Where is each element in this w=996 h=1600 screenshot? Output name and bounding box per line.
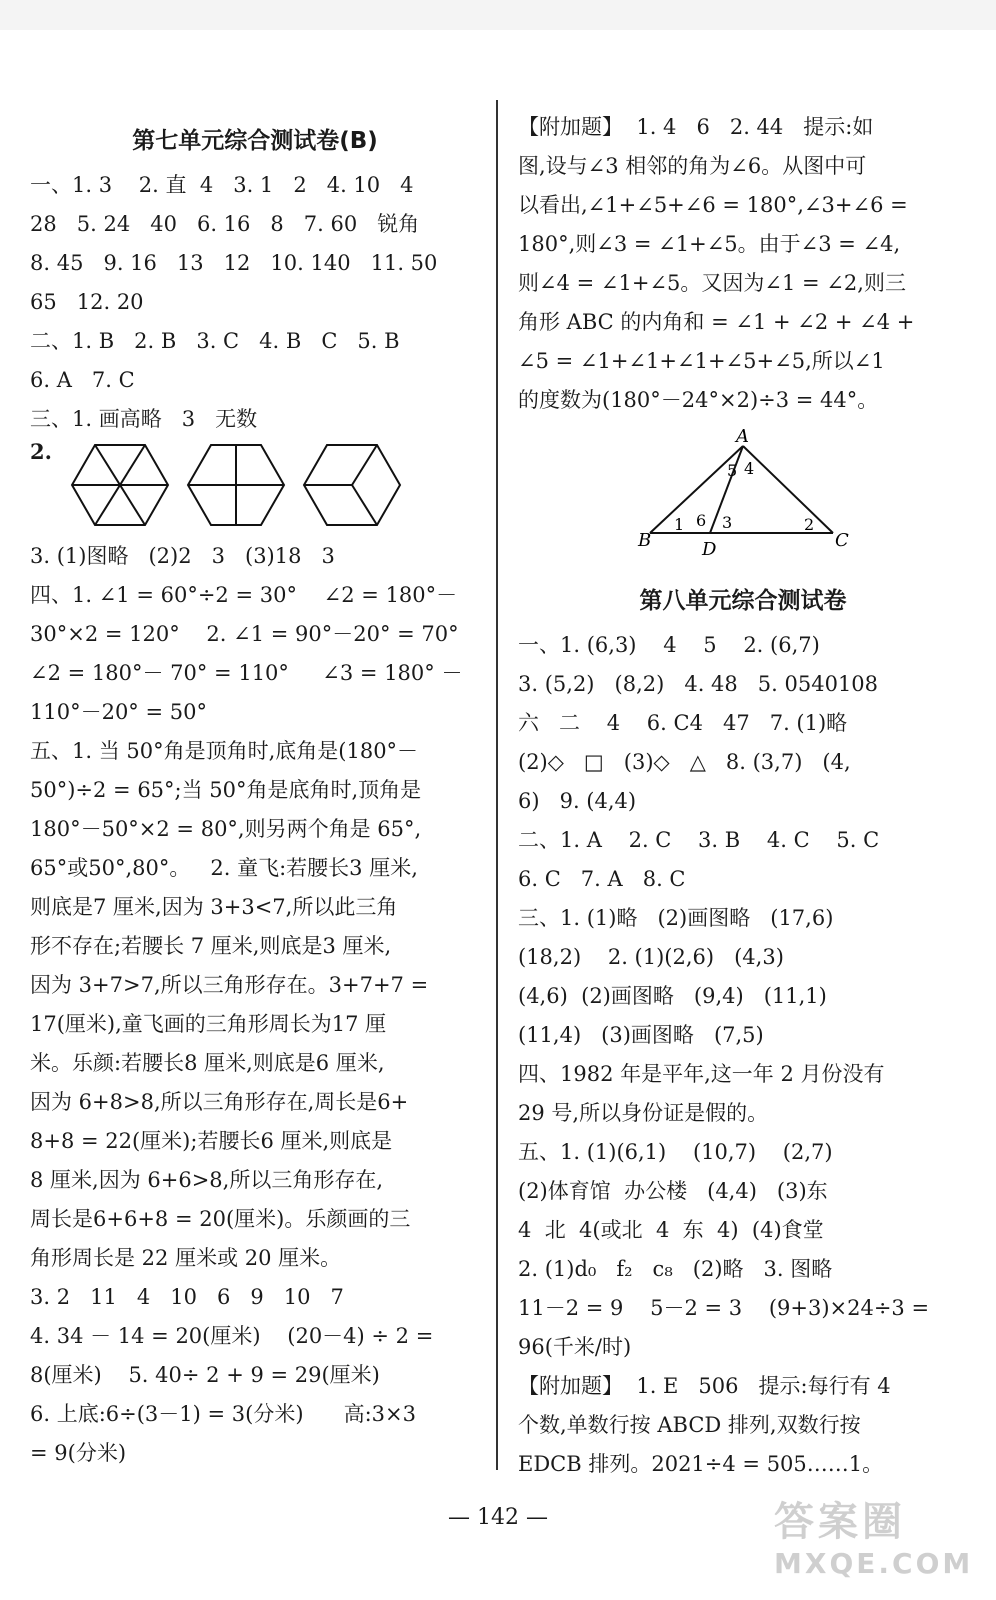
answer-line: 形不存在;若腰长 7 厘米,则底是3 厘米, bbox=[30, 934, 392, 958]
answer-line: 一、1. 3 2. 直 4 3. 1 2 4. 10 4 bbox=[30, 173, 414, 197]
answer-line: 3. (5,2) (8,2) 4. 48 5. 0540108 bbox=[518, 672, 879, 696]
answer-line: 180°,则∠3 = ∠1+∠5。由于∠3 = ∠4, bbox=[518, 232, 901, 256]
answer-line: 图,设与∠3 相邻的角为∠6。从图中可 bbox=[518, 154, 867, 178]
answer-line: 2. (1)d₀ f₂ c₈ (2)略 3. 图略 bbox=[518, 1257, 833, 1281]
bonus-question-answers bbox=[518, 108, 968, 420]
hexagon-figures bbox=[30, 439, 480, 537]
answer-line: (2)体育馆 办公楼 (4,4) (3)东 bbox=[518, 1179, 828, 1203]
answer-line: 因为 3+7>7,所以三角形存在。3+7+7 = bbox=[30, 973, 429, 997]
answer-line: (11,4) (3)画图略 (7,5) bbox=[518, 1023, 764, 1047]
answer-line: 三、1. (1)略 (2)画图略 (17,6) bbox=[518, 906, 834, 930]
answer-line: (4,6) (2)画图略 (9,4) (11,1) bbox=[518, 984, 827, 1008]
answer-line: (18,2) 2. (1)(2,6) (4,3) bbox=[518, 945, 784, 969]
answer-line: 角形 ABC 的内角和 = ∠1 + ∠2 + ∠4 + bbox=[518, 310, 915, 334]
hexagon-six-triangles bbox=[72, 445, 168, 525]
answer-line: 角形周长是 22 厘米或 20 厘米。 bbox=[30, 1246, 342, 1270]
answer-line: (2)◇ □ (3)◇ △ 8. (3,7) (4, bbox=[518, 750, 851, 774]
answer-line: 周长是6+6+8 = 20(厘米)。乐颜画的三 bbox=[30, 1207, 411, 1231]
triangle-abc-diagram bbox=[628, 428, 858, 558]
unit7-answers-part1 bbox=[30, 166, 480, 439]
label-a: A bbox=[736, 428, 749, 447]
angle-6: 6 bbox=[696, 511, 707, 530]
unit8-answers bbox=[518, 626, 968, 1484]
answer-line: 个数,单数行按 ABCD 排列,双数行按 bbox=[518, 1413, 861, 1437]
left-column bbox=[30, 100, 480, 1473]
answer-line: 28 5. 24 40 6. 16 8 7. 60 锐角 bbox=[30, 212, 420, 236]
answer-line: 6. C 7. A 8. C bbox=[518, 867, 686, 891]
answer-line: 以看出,∠1+∠5+∠6 = 180°,∠3+∠6 = bbox=[518, 193, 908, 217]
answer-line: 六 二 4 6. C4 47 7. (1)略 bbox=[518, 711, 848, 735]
answer-line: 3. 2 11 4 10 6 9 10 7 bbox=[30, 1285, 344, 1309]
answer-line: 17(厘米),童飞画的三角形周长为17 厘 bbox=[30, 1012, 387, 1036]
answer-line: 6) 9. (4,4) bbox=[518, 789, 637, 813]
angle-4: 4 bbox=[744, 459, 755, 478]
label-d: D bbox=[702, 539, 717, 558]
answer-line: 五、1. (1)(6,1) (10,7) (2,7) bbox=[518, 1140, 833, 1164]
hexagon-three-rhombi bbox=[304, 445, 400, 525]
angle-2: 2 bbox=[804, 515, 815, 534]
watermark-url: MXQE.COM bbox=[774, 1547, 974, 1580]
answer-line: 二、1. B 2. B 3. C 4. B C 5. B bbox=[30, 329, 400, 353]
answer-line: 【附加题】 1. E 506 提示:每行有 4 bbox=[518, 1374, 891, 1398]
answer-line: 6. 上底:6÷(3－1) = 3(分米) 高:3×3 bbox=[30, 1402, 416, 1426]
answer-line: 29 号,所以身份证是假的。 bbox=[518, 1101, 769, 1125]
answer-line: 30°×2 = 120° 2. ∠1 = 90°－20° = 70° bbox=[30, 622, 459, 646]
answer-line: 8+8 = 22(厘米);若腰长6 厘米,则底是 bbox=[30, 1129, 393, 1153]
answer-line: 米。乐颜:若腰长8 厘米,则底是6 厘米, bbox=[30, 1051, 385, 1075]
angle-1: 1 bbox=[674, 515, 685, 534]
hexagon-drawings bbox=[60, 439, 420, 531]
answer-line: 五、1. 当 50°角是顶角时,底角是(180°－ bbox=[30, 739, 419, 763]
column-divider bbox=[496, 100, 498, 1470]
answer-line: 180°－50°×2 = 80°,则另两个角是 65°, bbox=[30, 817, 422, 841]
answer-line: 96(千米/时) bbox=[518, 1335, 632, 1359]
answer-line: 8. 45 9. 16 13 12 10. 140 11. 50 bbox=[30, 251, 438, 275]
answer-line: 110°－20° = 50° bbox=[30, 700, 207, 724]
answer-line: 65 12. 20 bbox=[30, 290, 144, 314]
answer-line: 6. A 7. C bbox=[30, 368, 135, 392]
answer-line: 3. (1)图略 (2)2 3 (3)18 3 bbox=[30, 544, 335, 568]
watermark-logo-text: 答案圈 bbox=[774, 1499, 906, 1545]
label-c: C bbox=[835, 530, 849, 551]
answer-line: 4 北 4(或北 4 东 4) (4)食堂 bbox=[518, 1218, 824, 1242]
answer-line: 8(厘米) 5. 40÷ 2 + 9 = 29(厘米) bbox=[30, 1363, 380, 1387]
unit7-title: 第七单元综合测试卷(B) bbox=[132, 128, 378, 154]
site-watermark bbox=[774, 1490, 974, 1580]
answer-line: 的度数为(180°－24°×2)÷3 = 44°。 bbox=[518, 388, 879, 412]
answer-line: 11－2 = 9 5－2 = 3 (9+3)×24÷3 = bbox=[518, 1296, 930, 1320]
answer-line: 四、1982 年是平年,这一年 2 月份没有 bbox=[518, 1062, 885, 1086]
answer-line: 【附加题】 1. 4 6 2. 44 提示:如 bbox=[518, 115, 874, 139]
right-column bbox=[518, 100, 968, 1484]
answer-line: 则底是7 厘米,因为 3+3<7,所以此三角 bbox=[30, 895, 398, 919]
answer-line: 50°)÷2 = 65°;当 50°角是底角时,顶角是 bbox=[30, 778, 422, 802]
answer-line: 则∠4 = ∠1+∠5。又因为∠1 = ∠2,则三 bbox=[518, 271, 906, 295]
page-top-shadow bbox=[0, 0, 996, 30]
label-b: B bbox=[638, 530, 652, 551]
angle-3: 3 bbox=[722, 513, 733, 532]
unit8-title: 第八单元综合测试卷 bbox=[639, 588, 847, 614]
figure-label: 2. bbox=[30, 439, 52, 464]
answer-line: ∠5 = ∠1+∠1+∠1+∠5+∠5,所以∠1 bbox=[518, 349, 885, 373]
answer-line: 8 厘米,因为 6+6>8,所以三角形存在, bbox=[30, 1168, 384, 1192]
triangle-figure bbox=[518, 420, 968, 580]
angle-5: 5 bbox=[727, 461, 738, 480]
answer-line: 因为 6+8>8,所以三角形存在,周长是6+ bbox=[30, 1090, 409, 1114]
hexagon-four-parts bbox=[188, 445, 284, 525]
answer-line: EDCB 排列。2021÷4 = 505……1。 bbox=[518, 1452, 884, 1476]
answer-line: 4. 34 － 14 = 20(厘米) (20－4) ÷ 2 = bbox=[30, 1324, 434, 1348]
page-number: — 142 — bbox=[448, 1505, 548, 1530]
unit7-answers-part2 bbox=[30, 537, 480, 1473]
answer-line: = 9(分米) bbox=[30, 1441, 127, 1465]
answer-line: 65°或50°,80°。 2. 童飞:若腰长3 厘米, bbox=[30, 856, 418, 880]
answer-line: 二、1. A 2. C 3. B 4. C 5. C bbox=[518, 828, 880, 852]
answer-line: 一、1. (6,3) 4 5 2. (6,7) bbox=[518, 633, 820, 657]
answer-line: 三、1. 画高略 3 无数 bbox=[30, 407, 258, 431]
answer-line: ∠2 = 180°－ 70° = 110° ∠3 = 180° － bbox=[30, 661, 463, 685]
answer-line: 四、1. ∠1 = 60°÷2 = 30° ∠2 = 180°－ bbox=[30, 583, 458, 607]
